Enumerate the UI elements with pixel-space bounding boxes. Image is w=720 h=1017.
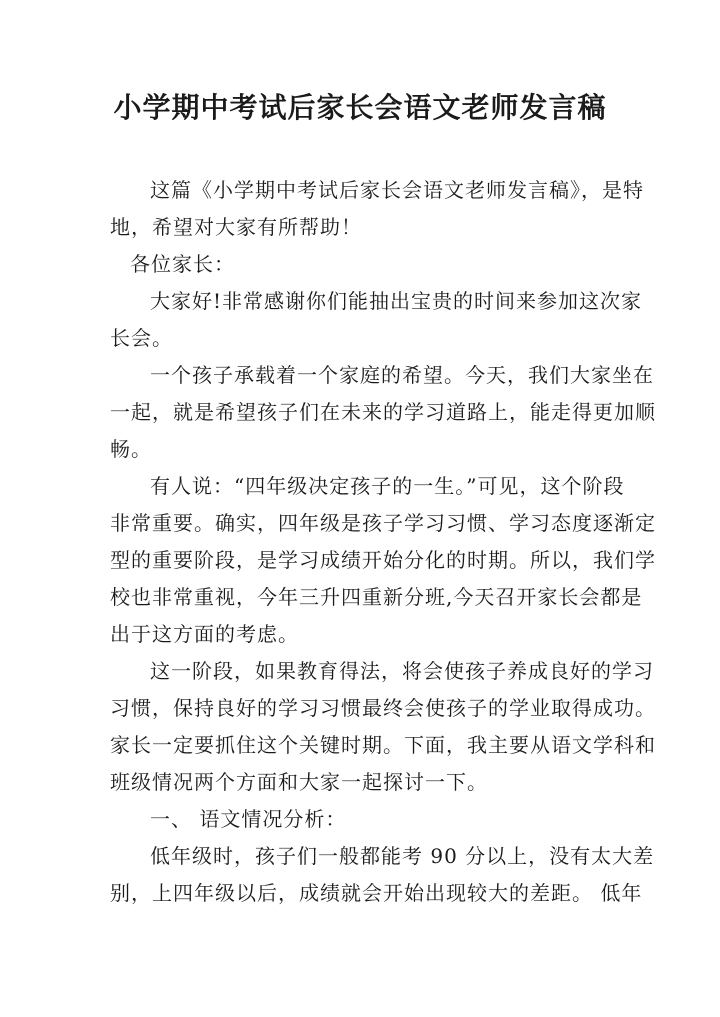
text-line: 这一阶段，如果教育得法，将会使孩子养成良好的学习: [150, 659, 654, 683]
text-line: 型的重要阶段，是学习成绩开始分化的时期。所以，我们学: [110, 548, 656, 572]
text-line: 习惯，保持良好的学习习惯最终会使孩子的学业取得成功。: [110, 696, 656, 720]
text-line: 出于这方面的考虑。: [110, 622, 299, 646]
text-line: 一起，就是希望孩子们在未来的学习道路上，能走得更加顺: [110, 400, 656, 424]
text-line: 长会。: [110, 326, 173, 350]
text-line: 大家好!非常感谢你们能抽出宝贵的时间来参加这次家: [150, 289, 643, 313]
text-line: 校也非常重视，今年三升四重新分班,今天召开家长会都是: [110, 585, 643, 609]
text-line: 非常重要。确实，四年级是孩子学习习惯、学习态度逐渐定: [110, 511, 656, 535]
text-line: 班级情况两个方面和大家一起探讨一下。: [110, 770, 488, 794]
text-line: 家长一定要抓住这个关键时期。下面，我主要从语文学科和: [110, 733, 656, 757]
text-line: 低年级时，孩子们一般都能考 90 分以上，没有太大差: [150, 844, 655, 868]
text-line: 各位家长：: [130, 252, 235, 276]
text-line: 畅。: [110, 437, 152, 461]
text-line: 别，上四年级以后，成绩就会开始出现较大的差距。 低年: [110, 881, 643, 905]
text-line: 这篇《小学期中考试后家长会语文老师发言稿》，是特: [150, 178, 644, 202]
text-line: 一、 语文情况分析：: [150, 807, 347, 831]
document-title: 小学期中考试后家长会语文老师发言稿: [113, 91, 607, 124]
text-line: 一个孩子承载着一个家庭的希望。今天，我们大家坐在: [150, 363, 654, 387]
text-line: 有人说：“四年级决定孩子的一生。”可见，这个阶段: [150, 474, 625, 498]
text-line: 地，希望对大家有所帮助！: [110, 215, 362, 239]
document-body: [110, 172, 656, 912]
